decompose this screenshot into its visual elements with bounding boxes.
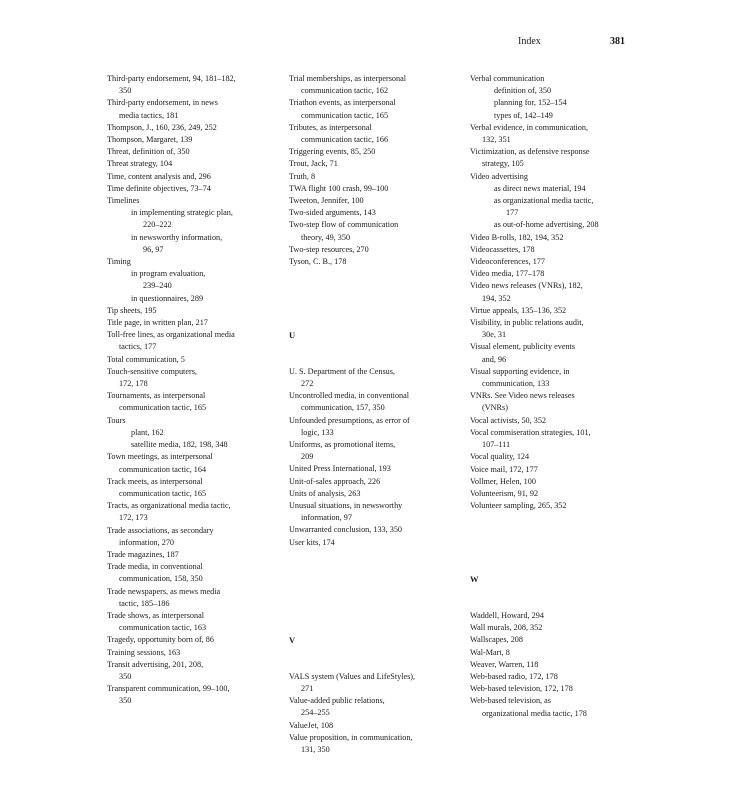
- index-subentry: 172, 173: [119, 513, 148, 523]
- index-entry: Visibility, in public relations audit,: [470, 318, 584, 328]
- index-entry: Tracts, as organizational media tactic,: [107, 501, 231, 511]
- index-subentry: organizational media tactic, 178: [482, 708, 587, 718]
- index-entry: Truth, 8: [289, 171, 316, 181]
- index-subentry: theory, 49, 350: [301, 232, 351, 242]
- index-entry: Thompson, Margaret, 139: [107, 135, 193, 145]
- index-entry: Vocal activists, 50, 352: [470, 415, 547, 425]
- index-subentry: definition of, 350: [494, 86, 552, 96]
- index-subentry: communication, 133: [482, 379, 550, 389]
- index-subentry: plant, 162: [131, 427, 164, 437]
- section-spacer: [470, 512, 642, 573]
- index-entry: Unit-of-sales approach, 226: [289, 476, 381, 486]
- index-subentry: in program evaluation,: [131, 269, 206, 279]
- index-entry: Trout, Jack, 71: [289, 159, 338, 169]
- index-subentry: 96, 97: [143, 244, 164, 254]
- index-subentry: communication tactic, 162: [301, 86, 389, 96]
- index-entry: Unfounded presumptions, as error of: [289, 415, 410, 425]
- index-subentry: as out-of-home advertising, 208: [494, 220, 599, 230]
- index-subentry: planning for, 152–154: [494, 98, 567, 108]
- index-entry: Transit advertising, 201, 208,: [107, 659, 204, 669]
- index-subentry: in questionnaires, 289: [131, 293, 204, 303]
- index-subentry: information, 270: [119, 537, 175, 547]
- index-subentry: communication tactic, 165: [119, 488, 207, 498]
- index-entry: Total communication, 5: [107, 354, 185, 364]
- index-entry: United Press International, 193: [289, 464, 391, 474]
- index-entry: Tributes, as interpersonal: [289, 122, 372, 132]
- index-entry: Tweeton, Jennifer, 100: [289, 196, 364, 206]
- index-entry: Videocassettes, 178: [470, 244, 535, 254]
- index-entry: Weaver, Warren, 118: [470, 659, 539, 669]
- index-subentry: as direct news material, 194: [494, 183, 586, 193]
- index-entry: Units of analysis, 263: [289, 488, 361, 498]
- index-entry: Time definite objectives, 73–74: [107, 183, 211, 193]
- index-entry: Two-sided arguments, 143: [289, 208, 376, 218]
- index-entry: Videoconferences, 177: [470, 257, 545, 267]
- page-number: 381: [610, 36, 625, 47]
- index-subentry: 177: [506, 208, 519, 218]
- index-entry: Value proposition, in communication,: [289, 732, 413, 742]
- index-subentry: 350: [119, 671, 132, 681]
- index-entry: Trade shows, as interpersonal: [107, 610, 205, 620]
- index-entry: Victimization, as defensive response: [470, 147, 590, 157]
- index-entry: Unusual situations, in newsworthy: [289, 501, 403, 511]
- index-entry: Tournaments, as interpersonal: [107, 391, 206, 401]
- index-entry: Visual supporting evidence, in: [470, 366, 570, 376]
- section-spacer: [289, 549, 459, 634]
- index-subentry: communication tactic, 165: [119, 403, 207, 413]
- index-entry: Verbal communication: [470, 74, 545, 83]
- index-entry: Tragedy, opportunity born of, 86: [107, 635, 214, 645]
- index-subentry: communication tactic, 165: [301, 110, 389, 120]
- section-letter-heading: U: [289, 330, 296, 341]
- index-subentry: 194, 352: [482, 293, 511, 303]
- index-subentry: communication, 157, 350: [301, 403, 385, 413]
- index-entry: Two-step resources, 270: [289, 244, 369, 254]
- index-entry: Title page, in written plan, 217: [107, 318, 208, 328]
- index-entry: Volunteer sampling, 265, 352: [470, 501, 567, 511]
- index-entry: VALS system (Values and LifeStyles),: [289, 671, 416, 681]
- index-subentry: 220–222: [143, 220, 172, 230]
- index-entry: Value-added public relations,: [289, 696, 385, 706]
- index-entry: Web-based television, 172, 178: [470, 684, 573, 694]
- index-subentry: 30e, 31: [482, 330, 507, 340]
- index-subentry: communication tactic, 164: [119, 464, 207, 474]
- index-entry: Web-based radio, 172, 178: [470, 671, 558, 681]
- index-subentry: 131, 350: [301, 745, 330, 755]
- index-subentry: communication, 158, 350: [119, 574, 203, 584]
- index-entry: Tip sheets, 195: [107, 305, 157, 315]
- index-entry: Training sessions, 163: [107, 647, 181, 657]
- index-subentry: types of, 142–149: [494, 110, 553, 120]
- index-entry: Video news releases (VNRs), 182,: [470, 281, 583, 291]
- index-entry: Video advertising: [470, 171, 528, 181]
- index-entry: Unwarranted conclusion, 133, 350: [289, 525, 403, 535]
- index-entry: Uniforms, as promotional items,: [289, 440, 396, 450]
- index-entry: Trade media, in conventional: [107, 562, 203, 572]
- index-entry: Verbal evidence, in communication,: [470, 122, 588, 132]
- section-spacer: [470, 586, 642, 610]
- running-header: [0, 36, 735, 52]
- index-subentry: 239–240: [143, 281, 172, 291]
- index-entry: Web-based television, as: [470, 696, 551, 706]
- index-entry: Virtue appeals, 135–136, 352: [470, 305, 567, 315]
- index-subentry: satellite media, 182, 198, 348: [131, 440, 228, 450]
- index-subentry: 350: [119, 696, 132, 706]
- section-spacer: [289, 341, 459, 365]
- index-entry: Wal-Mart, 8: [470, 647, 510, 657]
- section-letter-heading: W: [470, 574, 479, 585]
- index-entry: Track meets, as interpersonal: [107, 476, 203, 486]
- section-spacer: [289, 646, 459, 670]
- index-entry: Triathon events, as interpersonal: [289, 98, 396, 108]
- index-entry: Timing: [107, 257, 131, 267]
- index-entry: Trade newspapers, as mews media: [107, 586, 221, 596]
- section-letter-heading: V: [289, 635, 296, 646]
- index-entry: Threat strategy, 104: [107, 159, 173, 169]
- section-spacer: [289, 268, 459, 329]
- index-entry: Tours: [107, 415, 126, 425]
- index-subentry: 132, 351: [482, 135, 511, 145]
- index-subentry: tactic, 185–186: [119, 598, 170, 608]
- index-entry: Vocal quality, 124: [470, 452, 530, 462]
- index-subentry: tactics, 177: [119, 342, 157, 352]
- index-subentry: 254–255: [301, 708, 330, 718]
- index-entry: Thompson, J., 160, 236, 249, 252: [107, 122, 217, 132]
- index-entry: Time, content analysis and, 296: [107, 171, 211, 181]
- index-subentry: logic, 133: [301, 427, 334, 437]
- index-entry: Voice mail, 172, 177: [470, 464, 538, 474]
- index-entry: Third-party endorsement, in news: [107, 98, 218, 108]
- index-subentry: 271: [301, 684, 314, 694]
- section-title: Index: [518, 36, 541, 47]
- index-subentry: 209: [301, 452, 314, 462]
- index-subentry: 272: [301, 379, 314, 389]
- index-entry: Tyson, C. B., 178: [289, 257, 347, 267]
- index-subentry: 172, 178: [119, 379, 148, 389]
- index-entry: Toll-free lines, as organizational media: [107, 330, 235, 340]
- index-entry: Vollmer, Helen, 100: [470, 476, 536, 486]
- index-subentry: strategy, 105: [482, 159, 524, 169]
- index-entry: User kits, 174: [289, 537, 335, 547]
- index-entry: Trial memberships, as interpersonal: [289, 74, 407, 83]
- index-subentry: and, 96: [482, 354, 507, 364]
- index-subentry: (VNRs): [482, 403, 508, 413]
- index-subentry: in implementing strategic plan,: [131, 208, 233, 218]
- index-entry: Timelines: [107, 196, 140, 206]
- index-subentry: media tactics, 181: [119, 110, 179, 120]
- index-subentry: 350: [119, 86, 132, 96]
- index-entry: Waddell, Howard, 294: [470, 610, 544, 620]
- index-entry: Touch-sensitive computers,: [107, 366, 197, 376]
- index-entry: Wallscapes, 208: [470, 635, 523, 645]
- index-entry: Transparent communication, 99–100,: [107, 684, 230, 694]
- index-entry: Threat, definition of, 350: [107, 147, 190, 157]
- index-entry: Triggering events, 85, 250: [289, 147, 376, 157]
- index-subentry: in newsworthy information,: [131, 232, 223, 242]
- index-entry: U. S. Department of the Census,: [289, 366, 395, 376]
- index-subentry: information, 97: [301, 513, 352, 523]
- index-subentry: as organizational media tactic,: [494, 196, 594, 206]
- index-entry: Trade associations, as secondary: [107, 525, 214, 535]
- index-entry: Town meetings, as interpersonal: [107, 452, 213, 462]
- index-entry: Visual element, publicity events: [470, 342, 576, 352]
- index-column-3: [470, 73, 642, 720]
- index-entry: TWA flight 100 crash, 99–100: [289, 183, 389, 193]
- index-entry: Vocal commiseration strategies, 101,: [470, 427, 591, 437]
- index-subentry: communication tactic, 166: [301, 135, 389, 145]
- index-entry: Third-party endorsement, 94, 181–182,: [107, 74, 236, 83]
- index-entry: Volunteerism, 91, 92: [470, 488, 539, 498]
- index-subentry: communication tactic, 163: [119, 623, 207, 633]
- index-entry: Wall murals, 208, 352: [470, 623, 543, 633]
- index-entry: Trade magazines, 187: [107, 549, 179, 559]
- index-entry: Video media, 177–178: [470, 269, 545, 279]
- index-entry: VNRs. See Video news releases: [470, 391, 575, 401]
- index-entry: ValueJet, 108: [289, 720, 334, 730]
- index-entry: Uncontrolled media, in conventional: [289, 391, 410, 401]
- index-entry: Two-step flow of communication: [289, 220, 399, 230]
- index-column-2: [289, 73, 459, 756]
- index-subentry: 107–111: [482, 440, 511, 450]
- index-column-1: [107, 73, 279, 708]
- index-entry: Video B-rolls, 182, 194, 352: [470, 232, 564, 242]
